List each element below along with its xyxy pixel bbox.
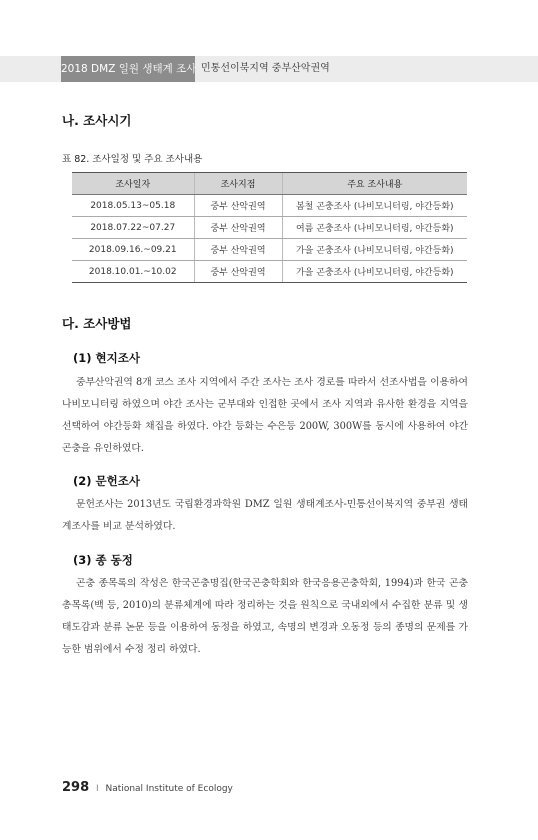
institute-name: National Institute of Ecology bbox=[105, 784, 233, 794]
cell-content: 봄철 곤충조사 (나비모니터링, 야간등화) bbox=[282, 195, 467, 217]
section-title-schedule: 나. 조사시기 bbox=[62, 113, 132, 128]
cell-content: 가을 곤충조사 (나비모니터링, 야간등화) bbox=[282, 261, 467, 283]
footer-separator: I bbox=[96, 784, 99, 794]
cell-site: 중부 산악권역 bbox=[194, 195, 282, 217]
cell-date: 2018.09.16.~09.21 bbox=[72, 239, 194, 261]
cell-date: 2018.10.01.~10.02 bbox=[72, 261, 194, 283]
cell-site: 중부 산악권역 bbox=[194, 261, 282, 283]
subsection-title-field-survey: (1) 현지조사 bbox=[73, 351, 140, 365]
page-number: 298 bbox=[62, 780, 90, 795]
cell-content: 여름 곤충조사 (나비모니터링, 야간등화) bbox=[282, 217, 467, 239]
cell-date: 2018.07.22~07.27 bbox=[72, 217, 194, 239]
table-caption: 표 82. 조사일정 및 주요 조사내용 bbox=[62, 154, 203, 165]
header-report-tab: 2018 DMZ 일원 생태계 조사 bbox=[61, 56, 195, 82]
paragraph-literature-survey: 문헌조사는 2013년도 국립환경과학원 DMZ 일원 생태계조사-민통선이북지역 중부권 생태계조사를 비교 분석하였다. bbox=[62, 499, 468, 532]
cell-content: 가을 곤충조사 (나비모니터링, 야간등화) bbox=[282, 239, 467, 261]
table-row bbox=[72, 217, 467, 239]
cell-date: 2018.05.13~05.18 bbox=[72, 195, 194, 217]
page-footer bbox=[62, 780, 233, 795]
header-subtitle: 민통선이북지역 중부산악권역 bbox=[201, 63, 330, 74]
column-header-site: 조사지점 bbox=[194, 173, 282, 195]
table-header-row bbox=[72, 173, 467, 195]
cell-site: 중부 산악권역 bbox=[194, 239, 282, 261]
table-row bbox=[72, 239, 467, 261]
paragraph-identification: 곤충 종목록의 작성은 한국곤충명집(한국곤충학회와 한국응용곤충학회, 1994)과 한국 곤충 총목록(백 등, 2010)의 분류체계에 따라 정리하는 것을 원칙으로 국내외에서 수집한 분류 및 생태도감과 분류 논문 등을 이용하여 동정을 하였고, 속명의 변경과 오동정 등의 종명의 문제를 가능한 범위에서 수정 정리 하였다. bbox=[62, 578, 468, 655]
table-row bbox=[72, 195, 467, 217]
cell-site: 중부 산악권역 bbox=[194, 217, 282, 239]
column-header-date: 조사일자 bbox=[72, 173, 194, 195]
column-header-content: 주요 조사내용 bbox=[282, 173, 467, 195]
section-title-methods: 다. 조사방법 bbox=[62, 316, 132, 331]
paragraph-field-survey: 중부산악권역 8개 코스 조사 지역에서 주간 조사는 조사 경로를 따라서 선조사법을 이용하여 나비모니터링 하였으며 야간 조사는 군부대와 인접한 곳에서 조사 지역과 유사한 환경을 지역을 선택하여 야간등화 채집을 하였다. 야간 등화는 수은등 200W, 300W를 동시에 사용하여 야간 곤충을 유인하였다. bbox=[62, 377, 468, 454]
subsection-title-literature-survey: (2) 문헌조사 bbox=[73, 474, 140, 488]
subsection-title-identification: (3) 종 동정 bbox=[73, 553, 133, 567]
table-row bbox=[72, 261, 467, 283]
survey-schedule-table bbox=[72, 172, 467, 283]
